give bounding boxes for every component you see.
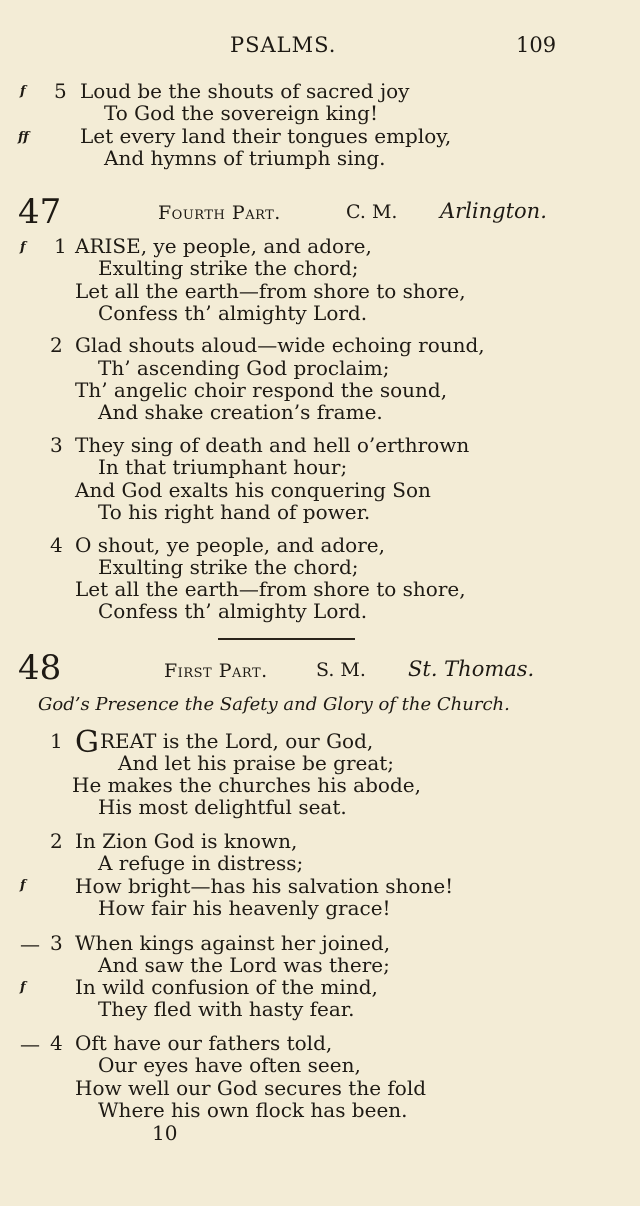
drop-cap: G [75,725,99,760]
verse-line: To God the sovereign king! [104,101,378,125]
verse-line: ARISE, ye people, and adore, [75,234,372,258]
hymn-number: 48 [18,648,62,688]
verse-line: To his right hand of power. [98,500,371,524]
verse-line: Let all the earth—from shore to shore, [75,577,466,601]
verse-line: They sing of death and hell o’erthrown [75,433,470,457]
stanza-number: 5 [54,79,67,103]
signature-mark: 10 [152,1121,178,1145]
verse-line: Confess th’ almighty Lord. [98,301,368,325]
page-number: 109 [516,33,557,57]
hymn-part: Fourth Part. [158,202,281,224]
verse-line: Let every land their tongues employ, [80,124,452,148]
verse-line: In Zion God is known, [75,829,298,853]
verse-line: Th’ angelic choir respond the sound, [75,378,448,402]
verse-line: Our eyes have often seen, [98,1053,361,1077]
dynamic-mark: ff [18,130,29,145]
verse-line: Let all the earth—from shore to shore, [75,279,466,303]
verse-line: In that triumphant hour; [98,455,348,479]
verse-line: He makes the churches his abode, [72,773,421,797]
stanza-number: 3 [50,433,63,457]
dynamic-mark: f [20,878,26,893]
verse-line: Oft have our fathers told, [75,1031,333,1055]
hymn-meter: C. M. [346,201,398,223]
verse-line: How fair his heavenly grace! [98,896,391,920]
verse-line: And saw the Lord was there; [98,953,390,977]
verse-line: O shout, ye people, and adore, [75,533,385,557]
verse-line: His most delightful seat. [98,795,347,819]
verse-line: And hymns of triumph sing. [104,146,386,170]
hymn-tune: Arlington. [440,199,547,223]
verse-line: How bright—has his salvation shone! [75,874,454,898]
verse-line: Th’ ascending God proclaim; [98,356,390,380]
stanza-number: 1 [50,729,63,753]
verse-line: And God exalts his conquering Son [75,478,431,502]
hymn-meter: S. M. [316,659,366,681]
verse-line: Exulting strike the chord; [98,256,359,280]
dynamic-mark: f [20,240,26,255]
hymn-part: First Part. [164,660,268,682]
stanza-number: 3 [50,931,63,955]
stanza-number: 2 [50,333,63,357]
section-divider [218,638,355,640]
verse-line: Confess th’ almighty Lord. [98,599,368,623]
verse-line: Loud be the shouts of sacred joy [80,79,410,103]
verse-line: A refuge in distress; [98,851,304,875]
hymn-tune: St. Thomas. [408,657,535,681]
verse-line: When kings against her joined, [75,931,391,955]
em-dash-mark: — [20,932,40,956]
em-dash-mark: — [20,1032,40,1056]
verse-line: They fled with hasty fear. [98,997,355,1021]
stanza-number: 2 [50,829,63,853]
dynamic-mark: f [20,84,26,99]
verse-line: In wild confusion of the mind, [75,975,378,999]
verse-line: How well our God secures the fold [75,1076,427,1100]
verse-line: REAT is the Lord, our God, [100,729,374,753]
verse-line: And shake creation’s frame. [98,400,383,424]
stanza-number: 4 [50,1031,63,1055]
hymn-subtitle: God’s Presence the Safety and Glory of the Church. [38,694,510,715]
hymn-number: 47 [18,192,62,232]
stanza-number: 1 [54,234,67,258]
running-header-title: PSALMS. [230,33,337,57]
verse-line: Where his own flock has been. [98,1098,408,1122]
verse-line: Exulting strike the chord; [98,555,359,579]
verse-line: And let his praise be great; [118,751,395,775]
stanza-number: 4 [50,533,63,557]
verse-line: Glad shouts aloud—wide echoing round, [75,333,485,357]
dynamic-mark: f [20,980,26,995]
